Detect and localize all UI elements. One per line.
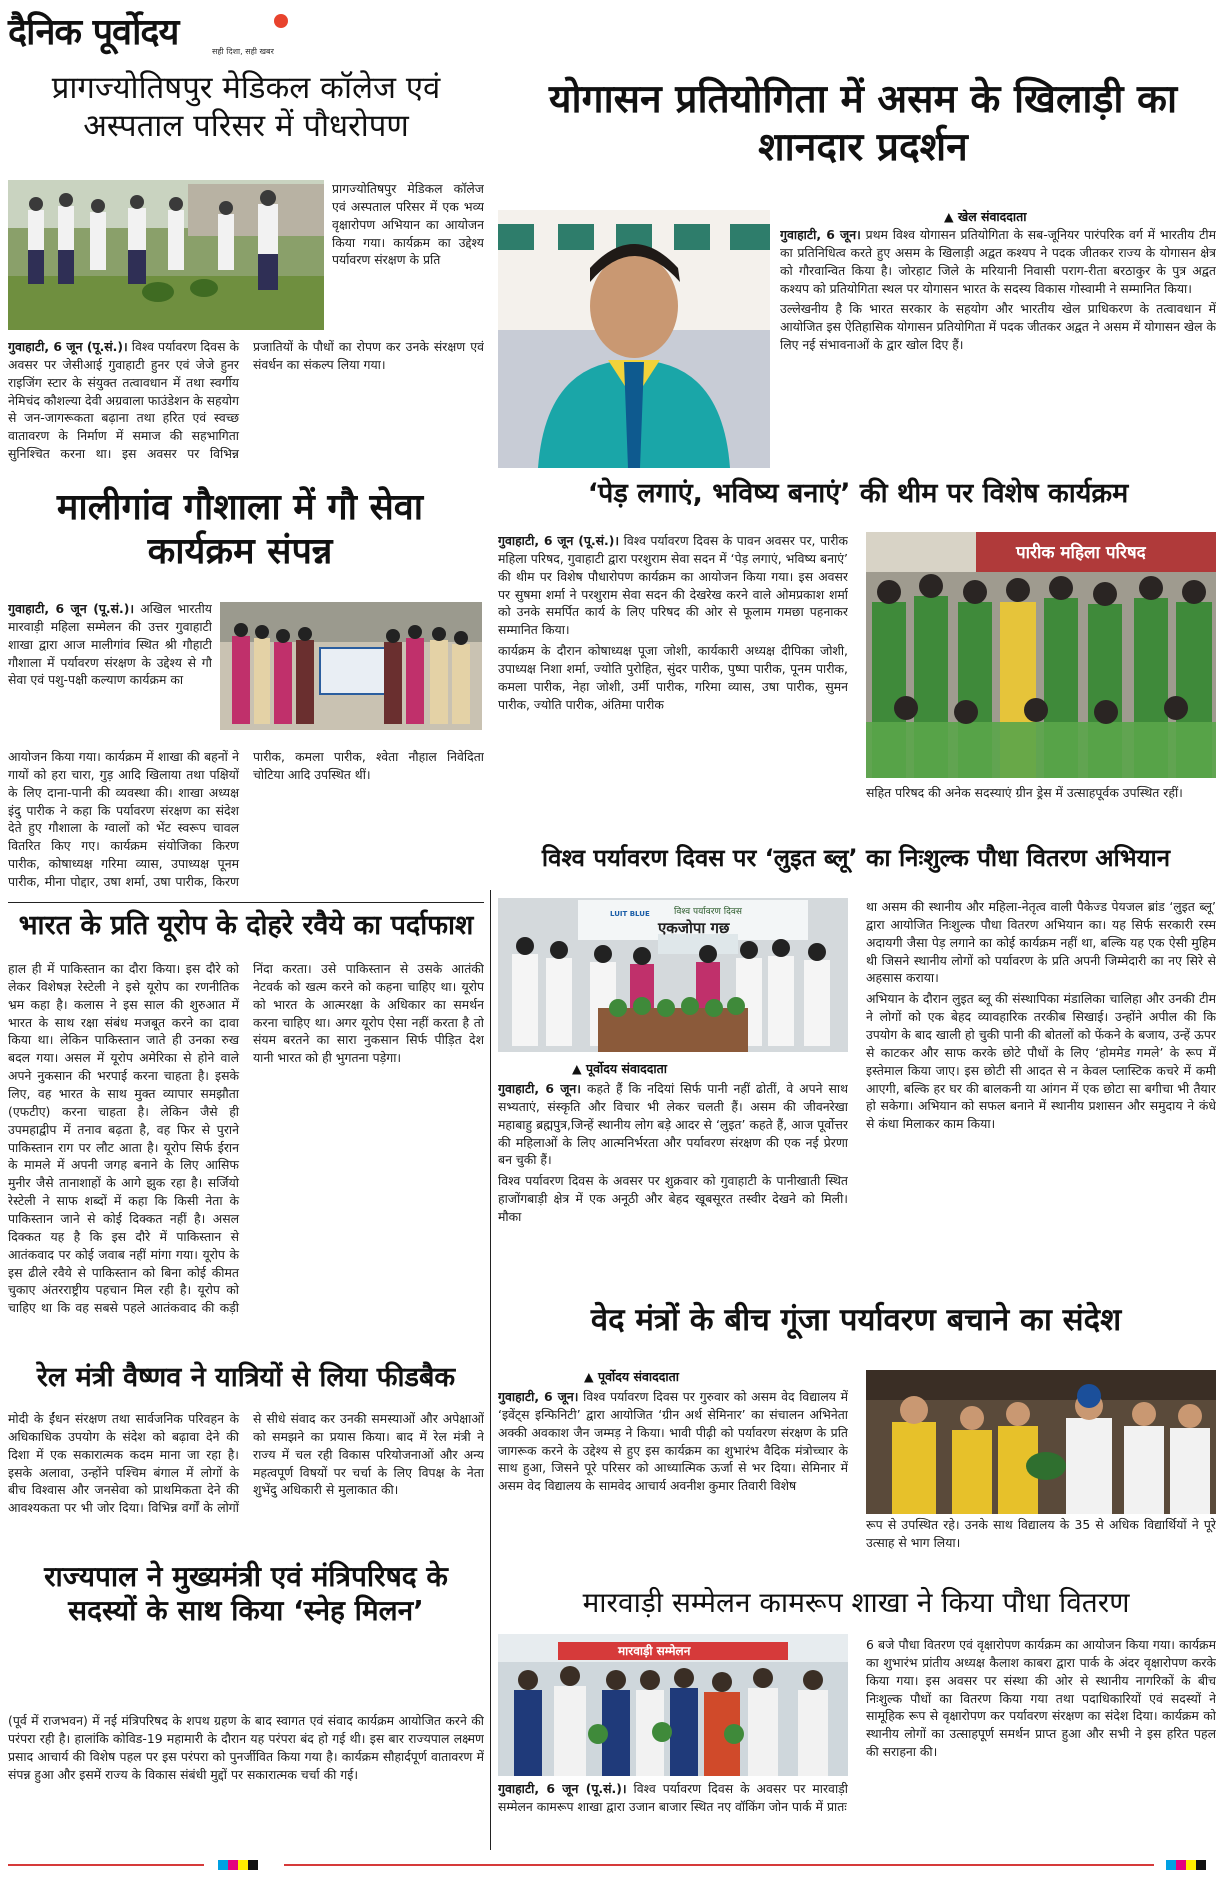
a2-body-top-text: अखिल भारतीय मारवाड़ी महिला सम्मेलन की उत्तर गुवाहाटी शाखा द्वारा आज मालीगांव स्थित श्री गौहाटी गौशाला में पर्यावरण संरक्षण के उद्देश्य से गौ सेवा एवं पशु-पक्षी कल्याण कार्यक्रम का: [8, 601, 212, 688]
a4-body: मोदी के ईंधन संरक्षण तथा सार्वजनिक परिवहन के अधिकाधिक उपयोग के संदेश को बढ़ावा देने की दिशा में एक सकारात्मक कदम माना जा रहा है। इसके अलावा, उन्होंने पश्चिम बंगाल में लोगों के बीच विश्वास और जनसेवा को प्राथमिकता देने की आवश्यकता पर भी जोर दिया। विभिन्न वर्गों के लोगों से सीधे संवाद कर उनकी समस्याओं और अपेक्षाओं को समझने का प्रयास किया। बाद में रेल मंत्री ने राज्य में चल रही विकास परियोजनाओं और अन्य महत्वपूर्ण विषयों पर चर्चा के लिए विपक्ष के नेता शुभेंदु अधिकारी से मुलाकात की।: [8, 1411, 484, 1516]
a2-dateline: गुवाहाटी, 6 जून (पू.सं.)।: [8, 601, 135, 616]
a8-photo: [498, 898, 848, 1052]
a6-credit: ▲ खेल संवाददाता: [944, 209, 1027, 224]
masthead-red-dot-icon: [274, 14, 288, 28]
a7-body-text: विश्व पर्यावरण दिवस के पावन अवसर पर, पारीक महिला परिषद, गुवाहाटी द्वारा परशुराम सेवा सदन में ‘पेड़ लगाएं, भविष्य बनाएं’ की थीम पर विशेष पौधारोपण कार्यक्रम का आयोजन किया गया। इस अवसर पर सुषमा शर्मा ने परशुराम सेवा सदन की देखरेख करने वाले ओमप्रकाश शर्मा को उनके समर्पित कार्य के लिए परिषद की ओर से फूलाम गमछा पहनाकर सम्मानित किया।: [498, 533, 848, 638]
a10-photo: [498, 1634, 848, 1776]
a8-body-text: कहते हैं कि नदियां सिर्फ पानी नहीं ढोतीं, वे अपने साथ सभ्यताएं, संस्कृति और विचार भी लेकर चलती हैं। असम की जीवनरेखा महाबाहु ब्रह्मपुत्र,जिन्हें स्थानीय लोग बड़े आदर से ‘लुइत’ कहते हैं, आज पूर्वोत्तर की महिलाओं के लिए आत्मनिर्भरता और पर्यावरण संरक्षण की एक नई प्रेरणा बन चुकी हैं।: [498, 1081, 848, 1168]
swatch-black-2: [1196, 1860, 1206, 1870]
a6-body-text: प्रथम विश्व योगासन प्रतियोगिता के सब-जूनियर पारंपरिक वर्ग में भारतीय टीम का प्रतिनिधित्व करते हुए असम के खिलाड़ी अद्वत कश्यप ने पदक जीतकर राज्य के योगासन क्षेत्र को गौरवान्वित किया है। जोरहाट जिले के मरियानी निवासी पराग-रीता बरठाकुर के पुत्र अद्वत कश्यप को प्रतियोगिता स्थल पर योगासन भारत के सदस्य विकास गोस्वामी ने सम्मानित किया।: [780, 227, 1216, 296]
a6-headline: योगासन प्रतियोगिता में असम के खिलाड़ी का शानदार प्रदर्शन: [548, 77, 1178, 170]
a10-dateline: गुवाहाटी, 6 जून (पू.सं.)।: [498, 1781, 627, 1796]
a6-dateline: गुवाहाटी, 6 जून।: [780, 227, 861, 242]
a4-headline: रेल मंत्री वैष्णव ने यात्रियों से लिया फीडबैक: [36, 1362, 456, 1393]
a2-photo: [220, 602, 482, 730]
a7-dateline: गुवाहाटी, 6 जून (पू.सं.)।: [498, 533, 620, 548]
footer-rule-right: [284, 1864, 1154, 1866]
a9-right-body: रूप से उपस्थित रहे। उनके साथ विद्यालय के 35 से अधिक विद्यार्थियों ने पूरे उत्साह से भाग लिया।: [866, 1517, 1216, 1550]
a1-body-text: विश्व पर्यावरण दिवस के अवसर पर जेसीआई गुवाहाटी हुनर एवं जेजे हुनर राइजिंग स्टार के संयुक्त तत्वावधान में तथा स्वर्गीय नेमिचंद कौशल्या देवी अग्रवाला फाउंडेशन के सहयोग से जन-जागरूकता बढ़ाना तथा हरित एवं स्वच्छ वातावरण के निर्माण में समाज की सहभागिता सुनिश्चित करना था। इस अवसर पर विभिन्न प्रजातियों के पौधों का रोपण कर उनके संरक्षण एवं संवर्धन का संकल्प लिया गया।: [8, 339, 484, 462]
a8-credit: ▲ पूर्वोदय संवाददाता: [572, 1061, 668, 1076]
swatch-yellow: [238, 1860, 248, 1870]
swatch-cyan: [218, 1860, 228, 1870]
a7-body: [498, 532, 848, 828]
a1-photo: [8, 180, 324, 330]
a6-photo: [498, 210, 770, 468]
a7-headline: ‘पेड़ लगाएं, भविष्य बनाएं’ की थीम पर विशेष कार्यक्रम: [587, 478, 1129, 509]
a1-dateline: गुवाहाटी, 6 जून (पू.सं.)।: [8, 339, 128, 354]
a8-right-body: [866, 898, 1216, 1292]
rule-left-1: [8, 902, 484, 903]
a9-photo: [866, 1370, 1216, 1514]
a1-side-text: प्रागज्योतिषपुर मेडिकल कॉलेज एवं अस्पताल परिसर में एक भव्य वृक्षारोपण अभियान का आयोजन किया गया। कार्यक्रम का उद्देश्य पर्यावरण संरक्षण के प्रति: [332, 181, 484, 268]
a8-headline: विश्व पर्यावरण दिवस पर ‘लुइत ब्लू’ का निःशुल्क पौधा वितरण अभियान: [541, 844, 1171, 872]
a7-body-text-2: कार्यक्रम के दौरान कोषाध्यक्ष पूजा जोशी, कार्यकारी अध्यक्ष दीपिका जोशी, उपाध्यक्ष निशा शर्मा, ज्योति पुरोहित, सुंदर पारीक, पुष्पा पारीक, पूनम पारीक, कमला पारीक, नेहा जोशी, उर्मी पारीक, गरिमा व्यास, उषा पारीक, सुमन पारीक, ज्योति पारीक, अंतिमा पारीक: [498, 643, 848, 712]
a2-headline: मालीगांव गौशाला में गौ सेवा कार्यक्रम संपन्न: [56, 487, 424, 572]
swatch-yellow-2: [1186, 1860, 1196, 1870]
a8-right-text-2: अभियान के दौरान लुइत ब्लू की संस्थापिका मंडालिका चालिहा और उनकी टीम ने लोगों को एक बेहद व्यावहारिक तरकीब सिखाई। उन्होंने अपील की कि उपयोग के बाद खाली हो चुकी पानी की बोतलों को फेंकने के बजाय, उन्हें ऊपर से काटकर और साफ करके छोटे पौधों के लिए ‘होममेड गमले’ के रूप में इस्तेमाल किया जाए। इस छोटी सी आदत से न केवल प्लास्टिक कचरे में कमी आएगी, बल्कि हर घर की बालकनी या आंगन में एक छोटा सा बगीचा भी तैयार हो सकेगा। अभियान को सफल बनाने में स्थानीय प्रशासन और समुदाय ने कंधे से कंधा मिलाकर काम किया।: [866, 991, 1216, 1132]
a5-headline: राज्यपाल ने मुख्यमंत्री एवं मंत्रिपरिषद के सदस्यों के साथ किया ‘स्नेह मिलन’: [44, 1560, 448, 1628]
a10-right-body: 6 बजे पौधा वितरण एवं वृक्षारोपण कार्यक्रम का आयोजन किया गया। कार्यक्रम का शुभारंभ प्रांतीय अध्यक्ष कैलाश काबरा द्वारा पार्क के अंदर वृक्षारोपण करके किया गया। इस अवसर पर संस्था की ओर से स्थानीय नागरिकों के बीच निःशुल्क पौधों का वितरण किया गया तथा पदाधिकारियों एवं सदस्यों ने सामूहिक रूप से वृक्षारोपण कर पर्यावरण संरक्षण का संदेश दिया। कार्यक्रम को स्थानीय लोगों का उत्साहपूर्ण समर्थन प्राप्त हुआ और सभी ने इस हरित पहल की सराहना की।: [866, 1637, 1216, 1760]
swatch-magenta: [228, 1860, 238, 1870]
a7-photo: [866, 532, 1216, 778]
a8-dateline: गुवाहाटी, 6 जून।: [498, 1081, 582, 1096]
a10-headline: मारवाड़ी सम्मेलन कामरूप शाखा ने किया पौधा वितरण: [582, 1586, 1130, 1619]
a3-body: हाल ही में पाकिस्तान का दौरा किया। इस दौरे को लेकर विशेषज्ञ रेस्टेली ने इसे यूरोप का रणनीतिक भ्रम कहा है। कलास ने इस साल की शुरुआत में भारत के साथ रक्षा संबंध मजबूत करने का दावा किया था। लेकिन पाकिस्तान जाते ही उनका रुख बदल गया। असल में यूरोप अमेरिका से होने वाले अपने नुकसान की भरपाई करना चाहता है। इसके लिए, वह भारत के साथ मुक्त व्यापार समझौता (एफटीए) करना चाहता है। लेकिन जैसे ही उपमहाद्वीप में तनाव बढ़ता है, वह फिर से पुराने पाकिस्तान राग पर लौट आता है। यूरोप सिर्फ ईरान के मामले में अपनी जगह बनाने के लिए आसिफ मुनीर जैसे तानाशाहों के आगे झुक रहा है। सर्जियो रेस्टेली ने साफ शब्दों में कहा कि किसी नेता के पाकिस्तान जाने से कोई दिक्कत नहीं है। असल दिक्कत यह है कि इस दौरे में पाकिस्तान से आतंकवाद पर कोई जवाब नहीं मांगा गया। यूरोप के इस ढीले रवैये से पाकिस्तान को बिना कोई कीमत चुकाए अंतरराष्ट्रीय पहचान मिल रही है। यूरोप को चाहिए था कि वह सबसे पहले आतंकवाद की कड़ी निंदा करता। उसे पाकिस्तान से उसके आतंकी नेटवर्क को खत्म करने को कहना चाहिए था। यूरोप को भारत के आत्मरक्षा के अधिकार का समर्थन करना चाहिए था। अगर यूरोप ऐसा नहीं करता है तो संयम बरतने का सारा नुकसान सिर्फ पीड़ित देश यानी भारत को ही भुगतना पड़ेगा।: [8, 961, 484, 1316]
a8-photo-logo: LUIT BLUE: [610, 910, 650, 918]
a9-dateline: गुवाहाटी, 6 जून।: [498, 1389, 579, 1404]
a5-body: (पूर्व में राजभवन) में नई मंत्रिपरिषद के शपथ ग्रहण के बाद स्वागत एवं संवाद कार्यक्रम आयोजित करने की परंपरा रही है। हालांकि कोविड-19 महामारी के दौरान यह परंपरा बंद हो गई थी। इस बार राज्यपाल लक्ष्मण प्रसाद आचार्य की विशेष पहल पर इस परंपरा को पुनर्जीवित किया गया है। कार्यक्रम सौहार्दपूर्ण वातावरण में संपन्न हुआ और इसमें राज्य के विकास संबंधी मुद्दों पर सकारात्मक चर्चा की गई।: [8, 1713, 484, 1782]
registration-marks-left: [218, 1860, 258, 1870]
a10-body-text: विश्व पर्यावरण दिवस के अवसर पर मारवाड़ी सम्मेलन कामरूप शाखा द्वारा उजान बाजार स्थित नए वॉकिंग जोन पार्क में प्रातः: [498, 1781, 848, 1814]
a7-caption: सहित परिषद की अनेक सदस्याएं ग्रीन ड्रेस में उत्साहपूर्वक उपस्थित रहीं।: [866, 785, 1183, 800]
a6-body-text-2: उल्लेखनीय है कि भारत सरकार के सहयोग और भारतीय खेल प्राधिकरण के तत्वावधान में आयोजित इस ऐतिहासिक योगासन प्रतियोगिता में पदक जीतकर अद्वत ने असम में योगासन खेल के लिए नई संभावनाओं के द्वार खोल दिए हैं।: [780, 301, 1216, 353]
a8-right-text: था असम की स्थानीय और महिला-नेतृत्व वाली पैकेज्ड पेयजल ब्रांड ‘लुइत ब्लू’ द्वारा आयोजित निःशुल्क पौधा वितरण अभियान का। यह सिर्फ सरकारी रस्म अदायगी जैसा पेड़ लगाने का कोई कार्यक्रम नहीं था, बल्कि यह एक ऐसी मुहिम थी जिसने स्थानीय लोगों को पर्यावरण के प्रति अपनी जिम्मेदारी का नए सिरे से अहसास कराया।: [866, 899, 1216, 986]
a2-body: आयोजन किया गया। कार्यक्रम में शाखा की बहनों ने गायों को हरा चारा, गुड़ आदि खिलाया तथा पक्षियों के लिए दाना-पानी की व्यवस्था की। शाखा अध्यक्ष इंदु पारीक ने कहा कि पर्यावरण संरक्षण का संदेश देते हुए गौशाला के ग्वालों को भेंट स्वरूप चावल वितरित किए गए। कार्यक्रम संयोजिका किरण पारीक, कोषाध्यक्ष गरिमा व्यास, उपाध्यक्ष पूनम पारीक, मीना पोद्दार, उषा शर्मा, उषा पारीक, किरण पारीक, कमला पारीक, श्वेता नौहाल निवेदिता चोटिया आदि उपस्थित थीं।: [8, 749, 484, 890]
registration-marks-right: [1166, 1860, 1206, 1870]
masthead-title: दैनिक पूर्वोदय: [8, 11, 179, 53]
a2-body-top: [8, 600, 212, 744]
a8-body-text-2: विश्व पर्यावरण दिवस के अवसर पर शुक्रवार को गुवाहाटी के पानीखाती स्थित हाजोंगबाड़ी क्षेत्र में एक अनूठी और बेहद खूबसूरत तस्वीर देखने को मिली। मौका: [498, 1173, 848, 1225]
a9-body-text: विश्व पर्यावरण दिवस पर गुरुवार को असम वेद विद्यालय में ‘इवेंट्स इन्फिनिटी’ द्वारा आयोजित ‘ग्रीन अर्थ सेमिनार’ का संचालन अभिनेता अक्की अवकाश जैन जम्मड़ ने किया। भावी पीढ़ी को पर्यावरण संरक्षण के प्रति जागरूक करने के उद्देश्य से हुए इस कार्यक्रम का शुभारंभ वैदिक मंत्रोच्चार के साथ हुआ, जिसने पूरे परिसर को आध्यात्मिक ऊर्जा से भर दिया। सेमिनार में असम वेद विद्यालय के सामवेद आचार्य अवनीश कुमार तिवारी विशेष: [498, 1389, 848, 1494]
a3-headline: भारत के प्रति यूरोप के दोहरे रवैये का पर्दाफाश: [18, 910, 474, 941]
a9-credit: ▲ पूर्वोदय संवाददाता: [584, 1369, 680, 1384]
a7-photo-banner: पारीक महिला परिषद: [1016, 543, 1146, 563]
swatch-magenta-2: [1176, 1860, 1186, 1870]
a10-body: [498, 1780, 848, 1846]
swatch-cyan-2: [1166, 1860, 1176, 1870]
a6-body: [780, 226, 1216, 464]
a8-photo-banner: विश्व पर्यावरण दिवस: [674, 907, 742, 917]
column-divider: [490, 890, 491, 1850]
a9-headline: वेद मंत्रों के बीच गूंजा पर्यावरण बचाने का संदेश: [590, 1302, 1122, 1338]
footer-rule-left: [8, 1864, 204, 1866]
a9-body: [498, 1388, 848, 1554]
a8-body: [498, 1080, 848, 1292]
swatch-black: [248, 1860, 258, 1870]
a1-body: [8, 338, 484, 470]
a10-photo-banner: मारवाड़ी सम्मेलन: [618, 1644, 691, 1658]
masthead: [8, 6, 288, 62]
a1-headline: प्रागज्योतिषपुर मेडिकल कॉलेज एवं अस्पताल परिसर में पौधरोपण: [51, 70, 441, 144]
a8-photo-banner-2: एकजोपा गछ: [658, 919, 730, 937]
masthead-tagline: सही दिशा, सही खबर: [212, 47, 274, 56]
